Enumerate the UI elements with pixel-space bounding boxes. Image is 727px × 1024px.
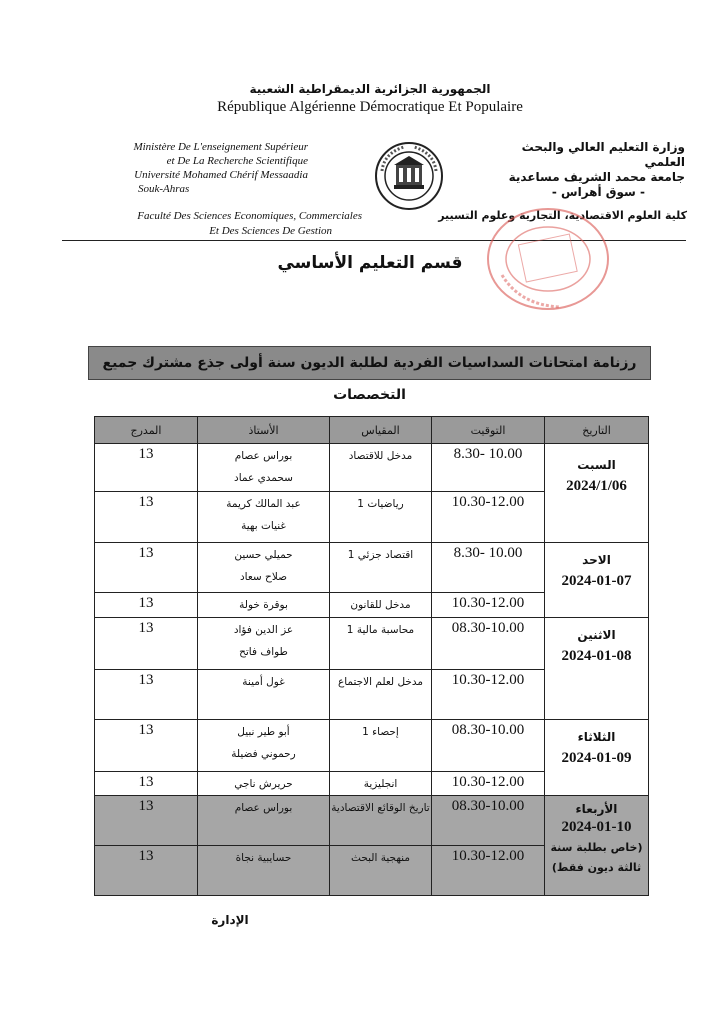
table-row [95,796,649,846]
faculty-arabic: كلية العلوم الاقتصادية، التجارية وعلوم التسيير [438,209,687,222]
room-cell: 13 [95,618,198,670]
university-logo-emblem [374,141,444,211]
table-row [95,543,649,593]
professor-cell [198,593,330,618]
professor-name: رحموني فضيلة [231,748,296,760]
room-cell: 13 [95,846,198,896]
room-cell: 13 [95,444,198,492]
professor-cell [198,796,330,846]
table-row [95,720,649,772]
professor-cell [198,492,330,543]
professor-name: غول أمينة [242,676,285,688]
professor-name: بوراس عصام [234,802,293,814]
time-value: 10.30-12.00 [451,672,525,688]
time-value: 8.30- 10.00 [453,446,523,462]
day-name: الأربعاء [575,802,618,816]
professor-name: حميلي حسين [234,549,293,561]
republic-arabic: الجمهورية الجزائرية الديمقراطية الشعبية [249,82,491,96]
module-cell: انجليزية [330,772,432,796]
date-value: 2024-01-09 [561,750,632,766]
professor-name: أبو طير نبيل [237,726,290,738]
time-cell [432,846,545,896]
professor-name: عز الدين فؤاد [233,624,294,636]
ministry-arabic-line: وزارة التعليم العالي والبحث العلمي [521,140,685,169]
room-cell: 13 [95,670,198,720]
table-header-row [95,417,649,444]
exam-schedule-table [94,416,649,896]
department-title: قسم التعليم الأساسي [277,253,463,273]
room-cell: 13 [95,492,198,543]
ministry-french-line: et De La Recherche Scientifique [166,155,308,167]
schedule-banner-title: رزنامة امتحانات السداسيات الفردية لطلبة الديون سنة أولى جذع مشترك جميع التخصصات [102,355,637,403]
date-value: 2024/1/06 [566,478,627,494]
date-value: 2024-01-08 [561,648,632,664]
time-value: 08.30-10.00 [451,722,525,738]
module-cell: محاسبة مالية 1 [330,618,432,670]
room-cell: 13 [95,720,198,772]
date-cell [545,543,649,618]
module-cell: إحصاء 1 [330,720,432,772]
ministry-arabic [480,140,685,200]
professor-cell [198,772,330,796]
day-name: الاحد [582,553,611,567]
column-header-date: التاريخ [545,417,649,444]
table-row [95,618,649,670]
room-cell: 13 [95,543,198,593]
time-value: 08.30-10.00 [451,620,525,636]
professor-cell [198,444,330,492]
column-header-room: المدرج [95,417,198,444]
module-cell: اقتصاد جزئي 1 [330,543,432,593]
module-cell: منهجية البحث [330,846,432,896]
professor-cell [198,670,330,720]
professor-name: حريرش ناجي [234,778,293,790]
time-cell [432,796,545,846]
table-row [95,444,649,492]
republic-french: République Algérienne Démocratique Et Populaire [217,99,523,115]
ministry-french [78,140,308,196]
faculty-french-line: Et Des Sciences De Gestion [209,225,332,237]
date-value: 2024-01-10 [561,819,632,835]
professor-name: سحمدي عماد [234,472,293,484]
date-cell [545,796,649,896]
time-value: 8.30- 10.00 [453,545,523,561]
day-name: الثلاثاء [577,730,616,744]
time-cell [432,670,545,720]
ministry-french-line: Souk-Ahras [138,183,190,195]
time-cell [432,593,545,618]
time-cell [432,618,545,670]
ministry-arabic-line: جامعة محمد الشريف مساعدية [508,170,685,184]
room-cell: 13 [95,796,198,846]
time-cell [432,720,545,772]
professor-cell [198,618,330,670]
time-value: 10.30-12.00 [451,595,525,611]
room-cell: 13 [95,772,198,796]
day-name: الاثنين [577,628,616,642]
room-cell: 13 [95,593,198,618]
schedule-banner [88,346,651,403]
time-value: 10.30-12.00 [451,494,525,510]
administration-signature-label: الإدارة [211,913,249,927]
official-stamp [480,205,612,317]
professor-cell [198,846,330,896]
professor-name: بوراس عصام [234,450,293,462]
professor-name: صلاح سعاد [239,571,288,583]
professor-name: عبد المالك كريمة [226,498,301,510]
column-header-professor: الأستاذ [198,417,330,444]
university-logo [374,141,444,211]
time-value: 10.30-12.00 [451,848,525,864]
ministry-french-line: Université Mohamed Chérif Messaadia [134,169,308,181]
time-cell [432,444,545,492]
faculty-french-line: Faculté Des Sciences Economiques, Commerciales [137,210,362,222]
module-cell: مدخل لعلم الاجتماع [330,670,432,720]
day-note: (خاص بطلبة سنة ثالثة ديون فقط) [550,841,643,874]
ministry-french-line: Ministère De L'enseignement Supérieur [133,141,308,153]
stamp-emblem [480,205,612,317]
date-value: 2024-01-07 [561,573,632,589]
time-value: 10.30-12.00 [451,774,525,790]
module-cell: تاريخ الوقائع الاقتصادية [330,796,432,846]
ministry-arabic-line: - سوق أهراس - [551,185,645,199]
column-header-time: التوقيت [432,417,545,444]
professor-name: بوقرة خولة [239,599,288,611]
time-value: 08.30-10.00 [451,798,525,814]
day-name: السبت [577,458,616,472]
module-cell: مدخل للاقتصاد [330,444,432,492]
professor-name: حسايبية نجاة [235,852,292,864]
time-cell [432,772,545,796]
faculty-french [92,209,362,239]
professor-cell [198,720,330,772]
professor-name: غنيات بهية [241,520,286,532]
date-cell [545,618,649,720]
module-cell: رياضيات 1 [330,492,432,543]
time-cell [432,543,545,593]
column-header-module: المقياس [330,417,432,444]
time-cell [432,492,545,543]
professor-cell [198,543,330,593]
date-cell [545,444,649,543]
professor-name: طواف فاتح [239,646,288,658]
date-cell [545,720,649,796]
module-cell: مدخل للقانون [330,593,432,618]
